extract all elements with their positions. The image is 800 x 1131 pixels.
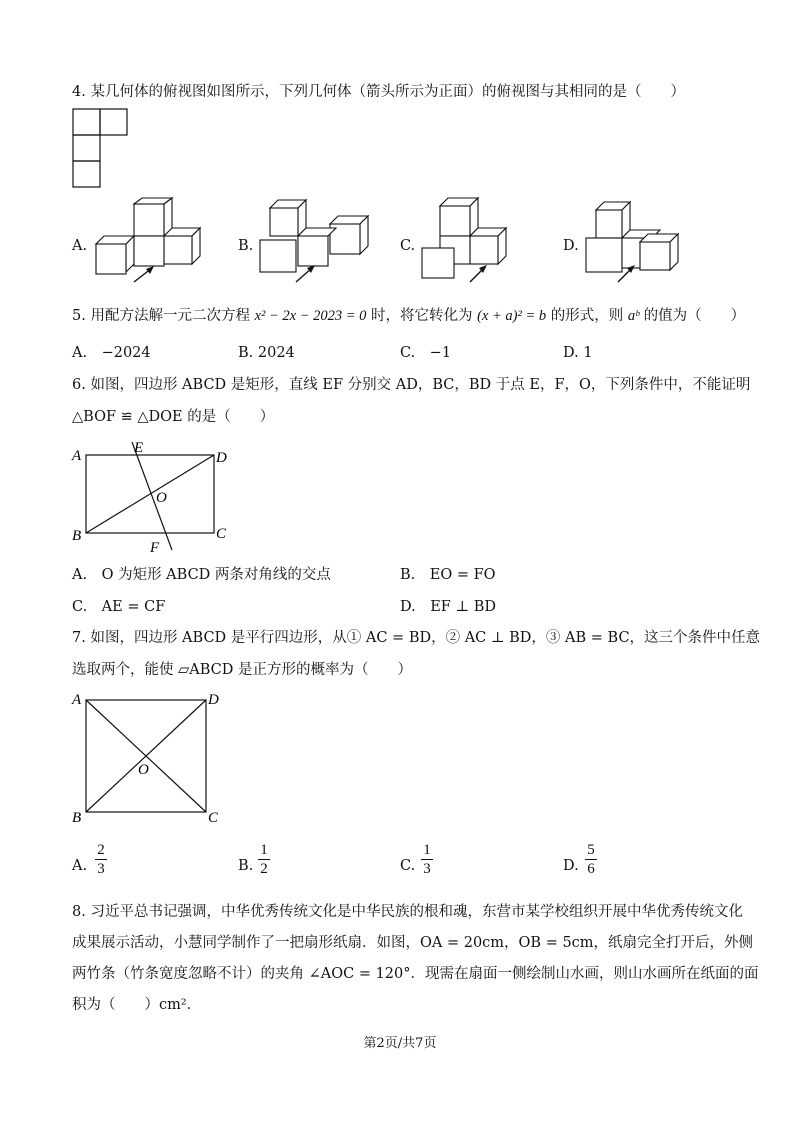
q7-option-d-label: D.	[563, 858, 579, 874]
q5-option-c: C. −1	[400, 345, 452, 361]
q6-stem-line-2: △BOF ≌ △DOE 的是（ ）	[72, 409, 275, 425]
q6-option-d: D. EF ⊥ BD	[400, 599, 496, 615]
q7-label-a: A	[72, 692, 82, 708]
q6-label-o: O	[156, 490, 167, 506]
q6-option-a: A. O 为矩形 ABCD 两条对角线的交点	[72, 567, 331, 583]
q8-stem-line-3: 两竹条（竹条宽度忽略不计）的夹角 ∠AOC = 120°．现需在扇面一侧绘制山水画，则山水画所在纸面的面	[72, 966, 759, 982]
q6-label-a: A	[72, 448, 82, 464]
q4-option-c-label: C.	[400, 238, 416, 254]
q7-stem-line-1: 7. 如图，四边形 ABCD 是平行四边形，从① AC = BD，② AC ⊥ BD，③ AB = BC，这三个条件中任意	[72, 630, 761, 646]
q6-stem-line-1: 6. 如图，四边形 ABCD 是矩形，直线 EF 分别交 AD，BC，BD 于点 E，F，O，下列条件中，不能证明	[72, 377, 751, 393]
q7-option-b-fraction	[257, 842, 271, 877]
q4-stem: 4. 某几何体的俯视图如图所示，下列几何体（箭头所示为正面）的俯视图与其相同的是（ ）	[72, 84, 685, 100]
q6-label-b: B	[72, 528, 82, 544]
q5-stem	[72, 306, 745, 326]
q7-label-b: B	[72, 810, 82, 826]
q6-rectangle-figure	[70, 438, 250, 558]
q7-label-o: O	[138, 762, 149, 778]
q4-option-d-figure	[582, 196, 702, 286]
q6-label-f: F	[150, 540, 160, 556]
q7-option-a-denominator: 3	[97, 861, 105, 877]
q7-option-c-label: C.	[400, 858, 416, 874]
q7-option-d-denominator: 6	[587, 861, 595, 877]
q5-stem-part-1: 5. 用配方法解一元二次方程	[72, 308, 250, 324]
q4-option-b-label: B.	[238, 238, 254, 254]
q8-stem-line-4: 积为（ ）cm²．	[72, 997, 202, 1013]
q7-option-c-fraction	[420, 842, 434, 877]
q7-option-d-numerator: 5	[587, 842, 595, 858]
q4-option-d-label: D.	[563, 238, 579, 254]
q8-stem-line-2: 成果展示活动，小慧同学制作了一把扇形纸扇．如图，OA = 20cm，OB = 5cm，纸扇完全打开后，外侧	[72, 935, 754, 951]
q5-target-form: (x + a)² = b	[477, 308, 547, 324]
q8-stem-line-1: 8. 习近平总书记强调，中华优秀传统文化是中华民族的根和魂，东营市某学校组织开展中华优秀传统文化	[72, 904, 743, 920]
q7-stem-line-2: 选取两个，能使 ▱ABCD 是正方形的概率为（ ）	[72, 662, 412, 678]
q5-equation: x² − 2x − 2023 = 0	[254, 308, 367, 324]
q6-label-d: D	[216, 450, 227, 466]
q5-stem-part-3: 的形式，则	[550, 308, 624, 324]
q5-option-d: D. 1	[563, 345, 593, 361]
q7-option-b-numerator: 1	[260, 842, 268, 858]
q5-option-a: A. −2024	[72, 345, 151, 361]
q7-label-d: D	[208, 692, 219, 708]
q7-option-a-numerator: 2	[97, 842, 105, 858]
q7-option-d-fraction	[584, 842, 598, 877]
q6-option-b: B. EO = FO	[400, 567, 496, 583]
q7-parallelogram-figure	[70, 688, 230, 828]
q7-option-b-label: B.	[238, 858, 254, 874]
q5-expression: aᵇ	[627, 308, 639, 324]
q5-stem-part-2: 时，将它转化为	[371, 308, 473, 324]
q7-label-c: C	[208, 810, 219, 826]
q4-top-view-figure	[72, 108, 132, 190]
q7-option-a-label: A.	[72, 858, 88, 874]
q6-option-c: C. AE = CF	[72, 599, 166, 615]
q4-option-c-figure	[418, 196, 538, 286]
q4-option-b-figure	[256, 196, 376, 286]
q7-option-a-fraction	[94, 842, 108, 877]
q6-label-e: E	[134, 440, 144, 456]
q4-option-a-label: A.	[72, 238, 88, 254]
q5-stem-part-4: 的值为（ ）	[643, 308, 746, 324]
q6-label-c: C	[216, 526, 227, 542]
q7-option-c-denominator: 3	[423, 861, 431, 877]
q4-option-a-figure	[92, 196, 212, 286]
page-footer: 第2页/共7页	[363, 1036, 437, 1051]
q5-option-b: B. 2024	[238, 345, 295, 361]
q7-option-c-numerator: 1	[423, 842, 431, 858]
q7-option-b-denominator: 2	[260, 861, 268, 877]
